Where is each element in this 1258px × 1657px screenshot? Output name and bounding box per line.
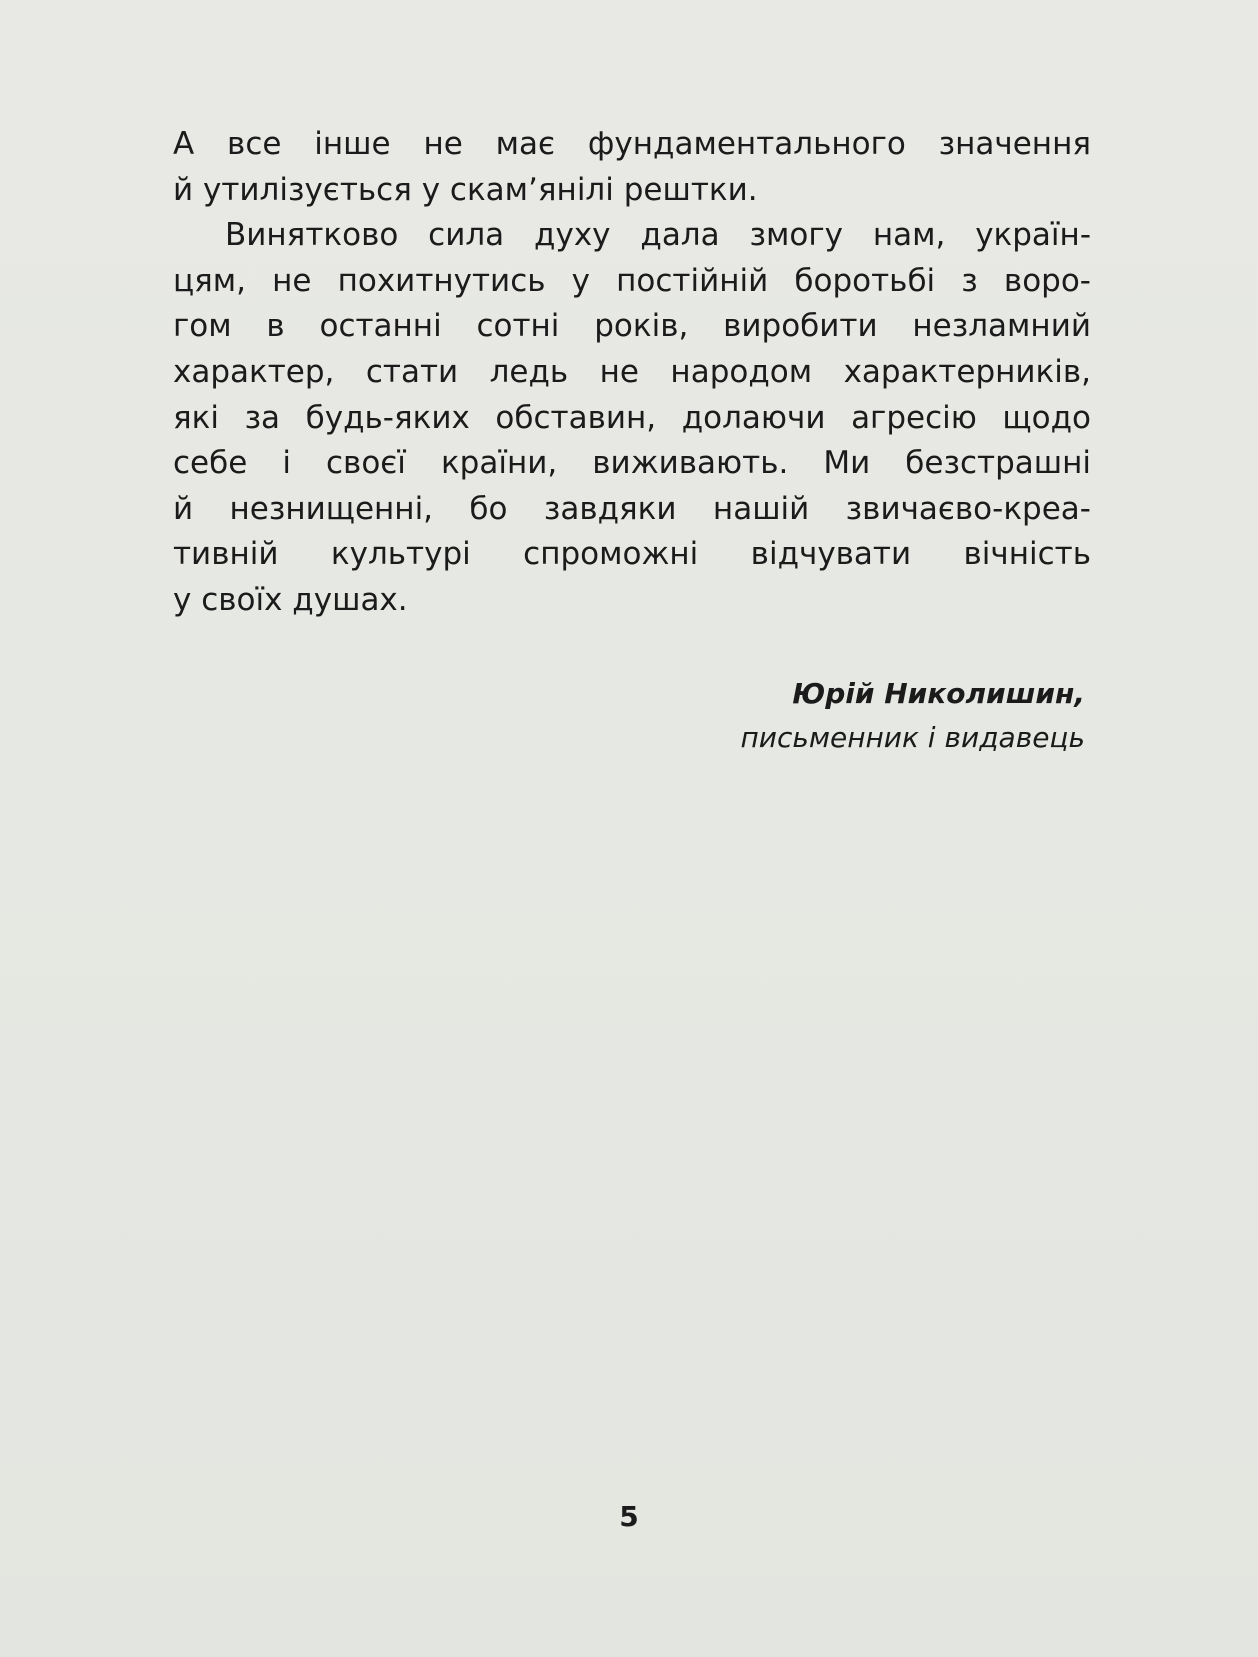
- text-line: які за будь-яких обставин, долаючи агресію щодо: [173, 399, 1091, 436]
- text-line: й незнищенні, бо завдяки нашій звичаєво-креа-: [173, 490, 1091, 527]
- text-line: гом в останні сотні років, виробити незламний: [173, 308, 1091, 345]
- text-line: цям, не похитнутись у постійній боротьбі з воро-: [173, 262, 1091, 299]
- text-line: характер, стати ледь не народом характерників,: [173, 353, 1091, 390]
- text-line: Винятково сила духу дала змогу нам, україн-: [225, 217, 1091, 254]
- page-number: 5: [619, 1500, 639, 1533]
- text-line: й утилізується у скам’янілі рештки.: [173, 171, 758, 208]
- text-line: А все інше не має фундаментального значення: [173, 126, 1091, 162]
- text-line: тивній культурі спроможні відчувати вічність: [173, 536, 1091, 573]
- author-role: письменник і видавець: [740, 721, 1085, 754]
- text-line: у своїх душах.: [173, 581, 408, 618]
- author-name: Юрій Николишин,: [792, 677, 1085, 710]
- text-line: себе і своєї країни, виживають. Ми безстрашні: [173, 445, 1091, 482]
- author-signature: [740, 672, 1085, 760]
- body-text: [173, 122, 1091, 624]
